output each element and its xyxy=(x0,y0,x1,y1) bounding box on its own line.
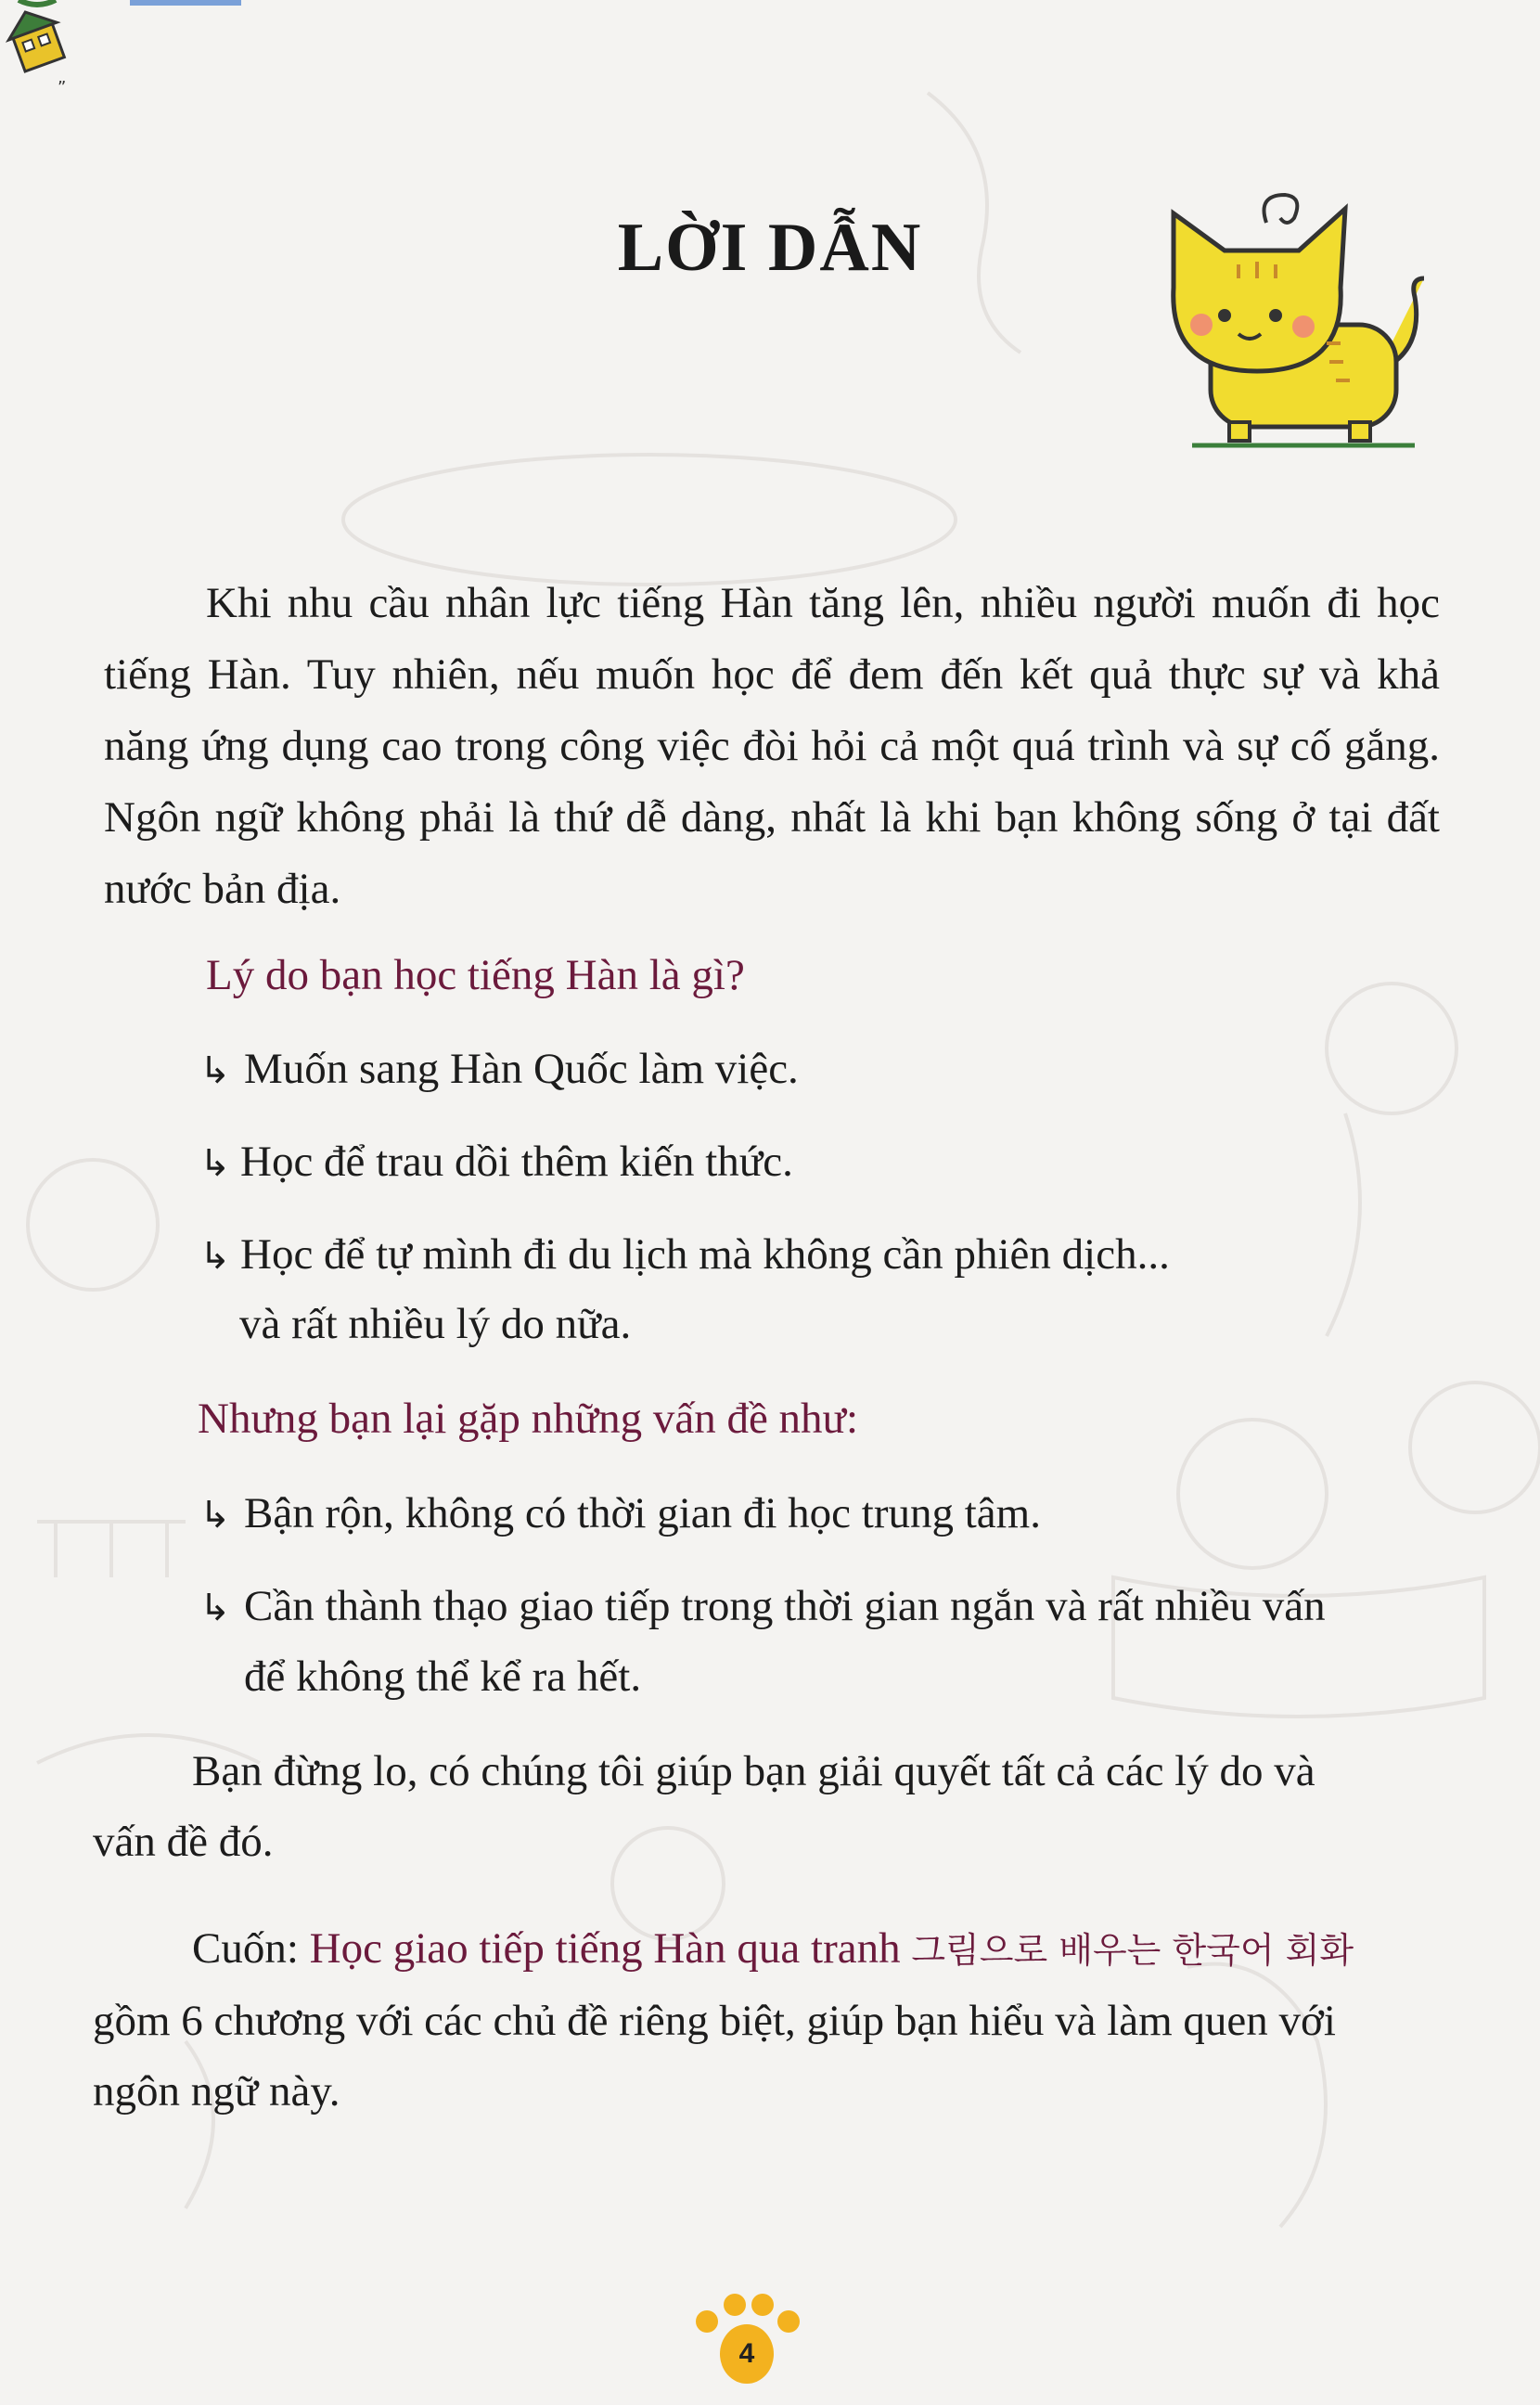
paw-toe xyxy=(696,2310,718,2333)
problem-text: Cần thành thạo giao tiếp trong thời gian ngắn và rất nhiều vấn xyxy=(244,1582,1326,1630)
problem-continuation: để không thể kể ra hết. xyxy=(244,1653,642,1701)
yellow-cat-illustration xyxy=(1136,186,1433,455)
reason-text: Học để tự mình đi du lịch mà không cần phiên dịch... xyxy=(240,1230,1170,1279)
hooked-arrow-icon: ↳ xyxy=(199,1235,231,1278)
book-korean-title: 그림으로 배우는 한국어 회화 xyxy=(911,1930,1354,1971)
paw-page-number-badge xyxy=(687,2292,807,2394)
reason-text: Muốn sang Hàn Quốc làm việc. xyxy=(244,1045,799,1093)
hooked-arrow-icon: ↳ xyxy=(199,1494,231,1537)
book-description-line: gồm 6 chương với các chủ đề riêng biệt, giúp bạn hiểu và làm quen với xyxy=(93,1997,1336,2045)
reasons-question: Lý do bạn học tiếng Hàn là gì? xyxy=(206,951,745,999)
book-intro-line xyxy=(192,1913,1354,1987)
intro-text: Khi nhu cầu nhân lực tiếng Hàn tăng lên, nhiều người muốn đi học tiếng Hàn. Tuy nhiên, nếu muốn học để đem đến kết quả thực sự và khả năng ứng dụng cao trong công việc đòi hỏi cả một quá trình và sự cố gắng. Ngôn ngữ không phải là thứ dễ dàng, nhất là khi bạn không sống ở tại đất nước bản địa. xyxy=(104,579,1440,913)
problem-item xyxy=(199,1478,1041,1551)
book-title: Học giao tiếp tiếng Hàn qua tranh xyxy=(309,1924,901,1973)
reassure-line-1: Bạn đừng lo, có chúng tôi giúp bạn giải quyết tất cả các lý do và xyxy=(192,1747,1315,1795)
reasons-tail: và rất nhiều lý do nữa. xyxy=(239,1300,632,1348)
problem-item xyxy=(199,1571,1326,1644)
problem-text: Bận rộn, không có thời gian đi học trung tâm. xyxy=(244,1489,1041,1537)
reason-text: Học để trau dồi thêm kiến thức. xyxy=(240,1138,793,1186)
paw-toe xyxy=(777,2310,800,2333)
reason-item xyxy=(199,1126,793,1200)
reason-item xyxy=(199,1034,799,1107)
page-title: LỜI DẪN xyxy=(617,210,923,286)
corner-house-ornament xyxy=(0,0,260,102)
intro-paragraph xyxy=(104,568,1440,925)
svg-text:”: ” xyxy=(58,78,67,97)
problems-intro: Nhưng bạn lại gặp những vấn đề như: xyxy=(198,1395,859,1443)
book-description-end: ngôn ngữ này. xyxy=(93,2067,340,2116)
paw-toe xyxy=(751,2294,774,2316)
reassure-line-2: vấn đề đó. xyxy=(93,1818,274,1866)
reason-item xyxy=(199,1219,1170,1293)
hooked-arrow-icon: ↳ xyxy=(199,1587,231,1629)
hooked-arrow-icon: ↳ xyxy=(199,1049,231,1092)
paw-toe xyxy=(724,2294,746,2316)
hooked-arrow-icon: ↳ xyxy=(199,1142,231,1185)
page-number: 4 xyxy=(720,2324,774,2384)
book-prefix: Cuốn: xyxy=(192,1924,299,1973)
